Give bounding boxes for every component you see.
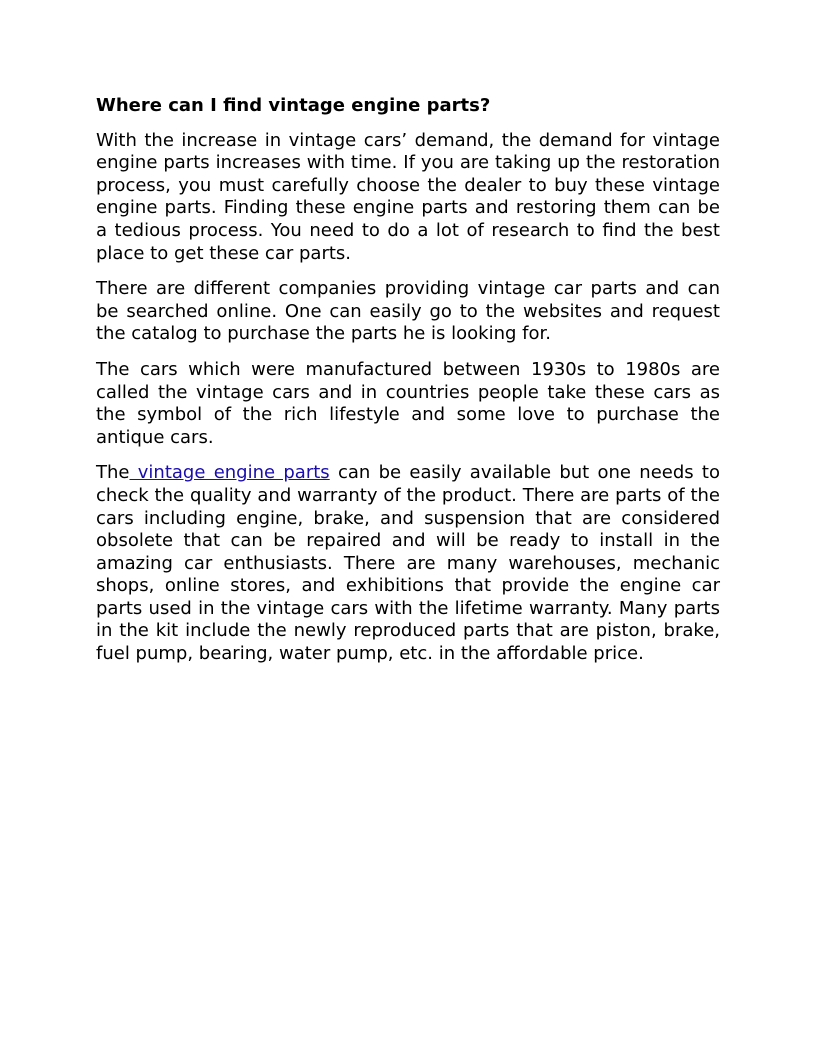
paragraph-3: The cars which were manufactured between 1930s to 1980s are called the vintage cars and in countries people take these cars as the symbol of the rich lifestyle and some love to purchase the antique cars.	[96, 358, 720, 448]
paragraph-4-prefix: The	[96, 462, 130, 484]
paragraph-4-suffix: can be easily available but one needs to check the quality and warranty of the product. There are parts of the cars including engine, brake, and suspension that are considered obsolete that can be repaired and will be ready to install in the amazing car enthusiasts. There are many warehouses, mechanic shops, online stores, and exhibitions that provide the engine car parts used in the vintage cars with the lifetime warranty. Many parts in the kit include the newly reproduced parts that are piston, brake, fuel pump, bearing, water pump, etc. in the affordable price.	[96, 462, 721, 665]
document-page	[96, 95, 720, 679]
paragraph-4	[96, 462, 720, 665]
article-title: Where can I find vintage engine parts?	[96, 95, 491, 116]
paragraph-1: With the increase in vintage cars’ demand, the demand for vintage engine parts increases with time. If you are taking up the restoration process, you must carefully choose the dealer to buy these vintage engine parts. Finding these engine parts and restoring them can be a tedious process. You need to do a lot of research to find the best place to get these car parts.	[96, 129, 720, 264]
vintage-engine-parts-link[interactable]: vintage engine parts	[129, 462, 330, 484]
paragraph-2: There are different companies providing vintage car parts and can be searched online. One can easily go to the websites and request the catalog to purchase the parts he is looking for.	[96, 278, 720, 345]
